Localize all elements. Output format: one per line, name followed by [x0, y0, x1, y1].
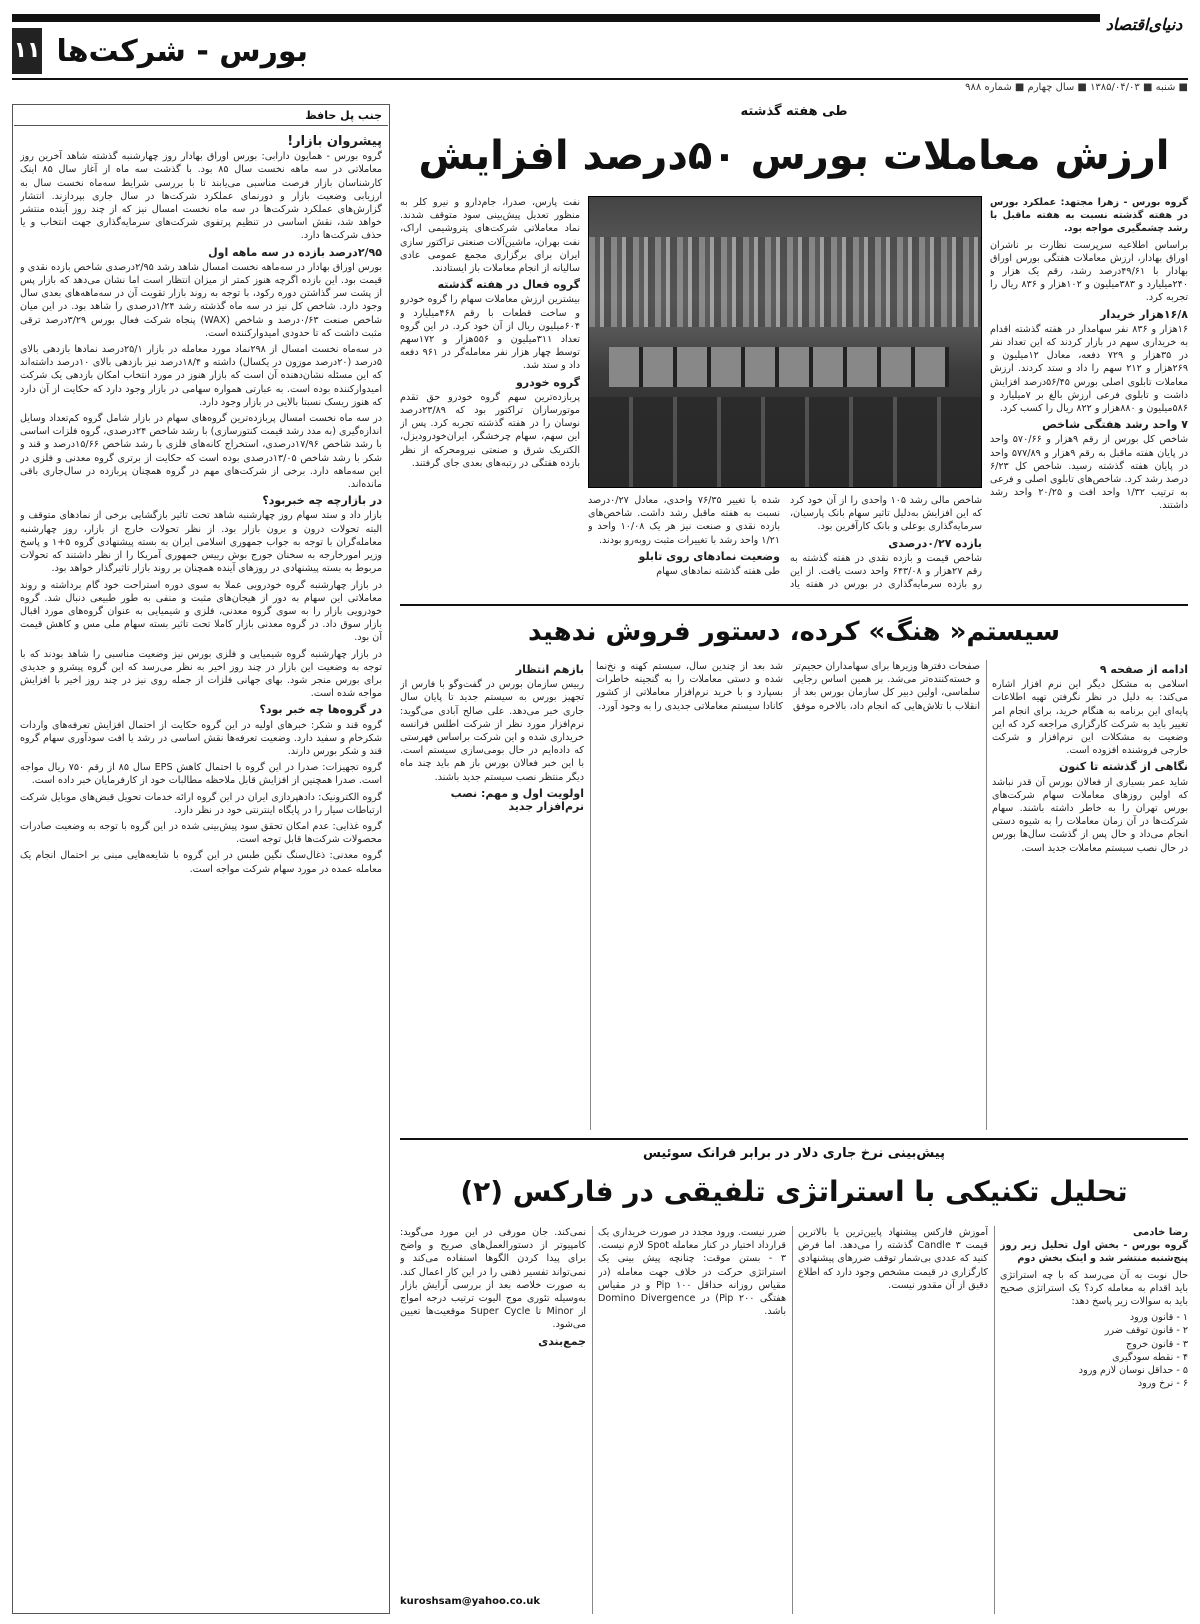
article2-subhead: بازهم انتظار	[515, 663, 584, 676]
sidebar-paragraph: در سه ماه نخست امسال پربازده‌ترین گروه‌های سهام در بازار شامل گروه کم‌تعداد وسایل اندازه‌گیری (به مدد رشد قیمت کنتورسازی) با رشد شاخص ۲۴درصدی، گروه فلزات اساسی با رشد شاخص ۱۷/۹۶درصدی، استخراج کانه‌های فلزی با رشد شاخص ۱۵/۶۶درصد و قند و شکر با رشد شاخص ۱۳/۰۵درصدی بوده است که حکایت از برتری گروه معدنی و فلزی در این سه‌ماهه دارد. برخی از شرکت‌های مهم در گروه همچنان پربازده در سال‌جاری باقی مانده‌اند.	[20, 413, 382, 491]
sidebar-header: جنب پل حافظ	[14, 106, 388, 126]
article3-byline: رضا خادمی	[1132, 1227, 1188, 1238]
newspaper-logo: دنیای‌اقتصاد	[1100, 12, 1188, 38]
article1-kicker: طی هفته گذشته	[740, 104, 848, 119]
article2-continued: ادامه از صفحه ۹	[1099, 663, 1188, 676]
sidebar-paragraph: گروه قند و شکر: خبرهای اولیه در این گروه حکایت از احتمال افزایش تعرفه‌های واردات شکرخام و سفید دارد. وضعیت تعرفه‌ها نقش اساسی در رشد یا افت سودآوری سهام گروه قند و شکر بورس دارند.	[20, 719, 382, 757]
column-rule	[994, 1226, 995, 1614]
divider-2	[400, 1138, 1188, 1140]
article3-kicker: پیش‌بینی نرخ جاری دلار در برابر فرانک سوئیس	[642, 1146, 945, 1161]
article3-col-1	[1000, 1226, 1188, 1614]
article1-paragraph: شاخص مالی رشد ۱۰۵ واحدی را از آن خود کرد که این افزایش به‌دلیل تاثیر سهام بانک پارسیان، سرمایه‌گذاری بوعلی و بانک کارآفرین بود.	[790, 495, 982, 533]
article3-paragraph: آموزش فارکس پیشنهاد پایین‌ترین یا بالاترین قیمت Candle ۳ گذشته را می‌دهد. اما فرض کنید که عددی بی‌شمار توقف ضررهای پیشنهادی کارگزاری در قیمت مشخص وجود دارد که اطلاع دقیق از آن مقدور نیست.	[798, 1227, 988, 1291]
author-email[interactable]: kuroshsam@yahoo.co.uk	[400, 1596, 541, 1607]
dateline: ■ شنبه ■ ۱۳۸۵/۰۴/۰۳ ■ سال چهارم ■ شماره ۹۸۸	[965, 82, 1188, 93]
article3-col-2	[798, 1226, 988, 1614]
article1-subhead: وضعیت نمادهای روی تابلو	[638, 549, 780, 563]
column-rule	[590, 660, 591, 1130]
article2-paragraph: رییس سازمان بورس در گفت‌وگو با فارس از تجهیز بورس به سیستم جدید تا پایان سال جاری خبر می‌دهد. علی صالح آبادی می‌گوید: نرم‌افزار مورد نظر از شرکت اطلس فرانسه خریداری شده و این شرکت براساس فهرستی که داده‌ایم در حال بومی‌سازی سیستم است. با این خبر فعالان بورس باز هم باید چند ماه دیگر منتظر نصب سیستم جدید باشند.	[400, 679, 584, 783]
sidebar-paragraph: گروه بورس - همایون دارابی: بورس اوراق بهادار روز چهارشنبه گذشته شاهد آخرین روز معاملاتی در سه ماهه نخست سال ۸۵ بود. با گذشت سه ماه از آغاز سال ۸۵ اینک کارشناسان بازار فرصت مناسبی می‌یابند تا با بررسی شرایط سه‌ماه نخست سال به ارزیابی وضعیت بازار و دورنمای عملکرد شرکت‌ها در سال جاری بپردازند. انتشار گزارش‌های عملکرد شرکت‌ها در سه ماه نخست امسال نیز که از چند روز آینده منتشر خواهد شد، نقش اساسی در تنظیم پرتفوی شرکت‌های سرمایه‌گذاری جهت انتخاب و یا حذف شرکت‌ها دارد.	[20, 151, 382, 242]
sidebar-subhead: در گروه‌ها چه خبر بود؟	[259, 703, 382, 717]
sidebar-subhead: ۲/۹۵درصد بازده در سه ماهه اول	[208, 245, 382, 259]
sidebar-paragraph: گروه غذایی: عدم امکان تحقق سود پیش‌بینی شده در این گروه با توجه به وضعیت صادرات محصولات شرکت‌ها قابل توجه است.	[20, 820, 382, 846]
article2-col-2	[596, 660, 980, 1130]
article2-headline: سیستم« هنگ» کرده، دستور فروش ندهید	[527, 617, 1061, 647]
masthead-bar	[12, 14, 1188, 22]
article1-col-right	[990, 196, 1188, 596]
article1-paragraph: شاخص قیمت و بازده نقدی در هفته گذشته به رقم ۲۷هزار و ۶۴۳/۰۸ واحد دست یافت. از این رو بازده سرمایه‌گذاری در بورس در هفته یاد شده با تغییر ۷۶/۳۵ واحدی، معادل ۰/۲۷درصد نسبت به هفته ماقبل رشد داشت. شاخص‌های بازده نقدی و صنعت نیز هر یک ۱۰/۰۸ واحد و ۱/۲۱ واحد رشد با تغییرات مثبت روبه‌رو بودند.	[588, 495, 982, 591]
header-rule	[12, 78, 1188, 80]
sidebar-column	[20, 132, 382, 1608]
article2-col-3	[400, 660, 584, 1130]
column-rule	[592, 1226, 593, 1614]
sidebar-paragraph: گروه تجهیزات: صدرا در این گروه با احتمال کاهش EPS سال ۸۵ از رقم ۷۵۰ ریال مواجه است. صدرا همچنین از افزایش قابل ملاحظه مطالبات خود از کارفرمایان خبر داده است.	[20, 762, 382, 787]
sidebar-paragraph: در بازار چهارشنبه گروه شیمیایی و فلزی بورس نیز وضعیت مناسبی را شاهد بودند که با توجه به وضعیت این بازار در چند روز اخیر به نظر می‌رسد که این گروه پیشرو و جدیدی برای بورس منجر شود. بهای جهانی فلزات از جمله روی نیز در چند روز اخیر با افزایش مواجه شده است.	[20, 648, 382, 700]
article1-paragraph: ۱۶هزار و ۸۳۶ نفر سهامدار در هفته گذشته اقدام به خریداری سهم در بازار کردند که این تعداد نفر در ۳۵هزار و ۷۲۹ دفعه، معادل ۱۲میلیون و ۲۶۹هزار و ۲۱۲ سهم را داد و ستد کردند. ارزش معاملات تابلوی اصلی بورس ۵۶/۴۵درصد افزایش داشت و تابلوی فرعی ارزش بالغ بر ۷میلیارد و ۵۸۶میلیون و ۸۸۰هزار و ۸۲۲ ریال را کسب کرد.	[990, 323, 1188, 415]
photo-screens	[609, 347, 949, 387]
trading-floor-photo	[588, 196, 982, 488]
article3-list-item: ۴ - نقطه سودگیری	[1112, 1351, 1188, 1363]
column-rule	[792, 1226, 793, 1614]
article3-lead: گروه بورس - بخش اول تحلیل زیر روز پنج‌شنبه منتشر شد و اینک بخش دوم	[1000, 1240, 1188, 1265]
article3-list-item: ۳ - قانون خروج	[1126, 1338, 1188, 1350]
sidebar-paragraph: بازار داد و ستد سهام روز چهارشنبه شاهد تحت تاثیر بازگشایی برخی از نمادهای متوقف و البته تحولات درون و برون بازار بود. از نظر تحولات خارج از بازار، روز چهارشنبه معامله‌گران با توجه به جواب جمهوری اسلامی ایران به بسته پیشنهادی گروه ۵+۱ و پاسخ وزیر امورخارجه به سخنان جورج بوش رییس جمهوری آمریکا را از نظر داشتند که تحولات مربوط به بسته پیشنهادی در روزهای آینده همچنان بر روند بازار تاثیرگذار خواهد بود.	[20, 510, 382, 575]
article1-subhead: بازده ۰/۲۷درصدی	[888, 536, 982, 550]
article1-paragraph: بیشترین ارزش معاملات سهام را گروه خودرو و ساخت قطعات با رقم ۴۶۸میلیارد و ۶۰۴میلیون ریال از آن خود کرد. در این گروه تعداد ۳۱۱میلیون و ۵۵۶هزار و ۱۷۲سهم توسط چهار هزار نفر معامله‌گر در ۹۶۱ دفعه داد و ستد شد.	[400, 294, 580, 372]
sidebar-title: پیشروان بازار!	[287, 134, 382, 149]
article3-paragraph: حال نوبت به آن می‌رسد که با چه استراتژی باید اقدام به معامله کرد؟ یک استراتژی صحیح باید به سوالات زیر پاسخ دهد:	[1000, 1269, 1188, 1308]
article1-subhead: ۷ واحد رشد هفتگی شاخص	[1042, 418, 1188, 432]
article1-lead: گروه بورس - زهرا مجتهد: عملکرد بورس در هفته گذشته نسبت به هفته ماقبل با رشد چشمگیری مواجه بود.	[990, 197, 1188, 235]
sidebar-paragraph: گروه الکترونیک: دادهپردازی ایران در این گروه ارائه خدمات تحویل قبض‌های موبایل شرکت ارتباطات سیار را در پایگاه اینترنتی خود در نظر دارد.	[20, 791, 382, 816]
article1-subhead: گروه خودرو	[515, 375, 580, 389]
article2-subhead: اولویت اول و مهم: نصب نرم‌افزار جدید	[450, 786, 584, 814]
article1-col-mid	[588, 494, 982, 598]
article2-paragraph: صفحات دفترها وزیرها برای سهامداران حجیم‌تر و خسته‌کننده‌تر می‌شد. بر همین اساس رجایی سلماسی، اولین دبیر کل سازمان بورس بعد از انقلاب با تلاش‌هایی که انجام داد، بالاخره موفق شد بعد از چندین سال، سیستم کهنه و نخ‌نما شده و دستی معاملات را به گنجینه خاطرات بسپارد و با خرید نرم‌افزار معاملاتی از کشور کانادا سیستم معاملاتی جدیدی را به وجود آورد.	[596, 661, 980, 712]
article3-paragraph: ضرر نیست. ورود مجدد در صورت خریداری یک قرارداد اختیار در کنار معامله Spot لازم نیست. ۳ - بستن موقت: چنانچه پیش بینی یک استراتژی حرکت در خلاف جهت معامله (در مقیاس روزانه حداقل ۱۰۰ Pip و در مقیاس هفتگی ۲۰۰ Pip) در Domino Divergence باشد.	[598, 1227, 786, 1318]
article1-paragraph: براساس اطلاعیه سرپرست نظارت بر ناشران اوراق بهادار، ارزش معاملات هفتگی بورس اوراق بهادار با ۴۹/۶۱درصد رشد، رقم یک هزار و ۲۴۰میلیارد و ۳۸۳میلیون و ۱۰۲هزار و ۸۳۶ ریال را تجربه کرد.	[990, 239, 1188, 304]
article3-list-item: ۶ - نرخ ورود	[1137, 1378, 1188, 1390]
article1-paragraph: نفت پارس، صدرا، جام‌دارو و نیرو کلر به منظور تعدیل پیش‌بینی سود متوقف شدند. نماد معاملاتی شرکت‌های پتروشیمی اراک، نفت بهران، ماشین‌آلات صنعتی تراکتور سازی ایران برای برگزاری مجمع عمومی عادی سالیانه از انجام معاملات باز ایستادند.	[400, 197, 580, 275]
sidebar-paragraph: بورس اوراق بهادار در سه‌ماهه نخست امسال شاهد رشد ۲/۹۵درصدی شاخص بازده نقدی و قیمت بود. این بازده اگرچه هنوز کمتر از میزان انتظار است اما نشان می‌دهد که بازار پس از پشت سر گذاشتن دوره رکود، با توجه به روند بازار تقویت آن در سه‌ماهه‌های بعدی سال وجود دارد. شاخص کل نیز در سه ماه گذشته رشد ۱/۲۴درصدی را شاهد بود. در این میان شاخص صنعت ۰/۶۳درصد و شاخص (WAX) پنجاه شرکت فعال بورس ۳/۲۹درصد ترقی مثبت داشت که تا حدودی امیدوارکننده است.	[20, 261, 382, 339]
article3-col-3	[598, 1226, 786, 1614]
photo-desks	[589, 397, 981, 488]
divider-1	[400, 604, 1188, 606]
article2-col-1	[992, 660, 1188, 1130]
article3-list-item: ۱ - قانون ورود	[1129, 1312, 1188, 1324]
article2-subhead: نگاهی از گذشته تا کنون	[1059, 760, 1188, 774]
sidebar-paragraph: گروه معدنی: ذغال‌سنگ نگین طبس در این گروه با شایعه‌هایی مبنی بر احتمال انجام یک معامله عمده در مورد سهام شرکت مواجه است.	[20, 850, 382, 875]
photo-crowd	[589, 237, 981, 327]
article1-paragraph: شاخص کل بورس از رقم ۹هزار و ۵۷۰/۶۶ واحد در پایان هفته ماقبل به رقم ۹هزار و ۵۷۷/۸۹ واحد در پایان هفته گذشته رسید. شاخص کل ۶/۲۳ درصد رشد کرد. شاخص‌های تابلوی اصلی و فرعی به ترتیب ۱/۳۲ واحد افت و ۲۰/۲۵ واحد رشد داشتند.	[990, 434, 1188, 512]
article1-subhead: گروه فعال در هفته گذشته	[437, 278, 580, 292]
article3-col-4	[400, 1226, 586, 1586]
article3-subhead: جمع‌بندی	[538, 1334, 586, 1348]
sidebar-paragraph: در سه‌ماه نخست امسال از ۲۹۸نماد مورد معامله در بازار ۲۵/۱درصد نمادها بازدهی بالای ۵درصد (۲۰درصد موزون در یکسال) داشته و ۱۸/۴درصد نیز بازدهی بالای ۱۰درصد داشته‌اند که این مسئله نشان‌دهنده آن است که بازار هنوز در مورد انتخاب امکان بازدهی یک شرکت امیدوارکننده بوده است. به عبارتی همواره سهامی در بازار وجود دارد که حکایت از آن دارد که هنوز ریسک نسبتا بالایی در بازار وجود دارد.	[20, 344, 382, 408]
article3-paragraph: نمی‌کند. جان مورفی در این مورد می‌گوید: کامپیوتر از دستورالعمل‌های صریح و واضح برای پیدا کردن الگوها استفاده می‌کند و نمی‌تواند تفسیر ذهنی را در این کار اعمال کند. به صورت خلاصه بعد از بررسی آرایش بازار به‌وسیله تئوری موج الیوت ترتیب درجه امواج از Minor تا Super Cycle موقعیت‌ها تعیین می‌شود.	[400, 1227, 586, 1331]
article1-subhead: ۱۶/۸هزار خریدار	[1100, 307, 1188, 321]
article3-list-item: ۵ - حداقل نوسان لازم ورود	[1078, 1365, 1188, 1377]
sidebar-paragraph: در بازار چهارشنبه گروه خودرویی عملا به سوی دوره استراحت خود گام برداشته و روند معاملاتی این سهام به دور از هیجان‌های مثبت و منفی به طور طبیعی دنبال شد. گروه خودرویی بازار را به سوی گروه معدنی، فلزی و شیمیایی به عنوان گروه‌های مورد اقبال بازار سوق داد. در گروه معدنی بازار کاملا تحت تاثیر بسته سهام ملی مس و کاهش قیمت آن بود.	[20, 579, 382, 644]
page-number: ۱۱	[12, 28, 42, 74]
article1-headline: ارزش معاملات بورس ۵۰درصد افزایش	[418, 133, 1170, 179]
article1-paragraph: پربازده‌ترین سهم گروه خودرو حق تقدم موتورسازان تراکتور بود که ۲۳/۸۹درصد نوسان را در هفته گذشته تجربه کرد. پس از این سهم، سهام چرخشگر، ایران‌خودرودیزل، الکتریک شرق و صنعتی نیرومحرکه از نظر بازده هفتگی در رتبه‌های بعدی جای گرفتند.	[400, 391, 580, 469]
article2-paragraph: شاید عمر بسیاری از فعالان بورس آن قدر نباشد که اولین روزهای معاملات سهام شرکت‌های بورس تهران را به خاطر داشته باشند. سهام شرکت‌ها در آن زمان معاملات را به شیوه دستی انجام می‌داد و حال پس از گذشت سال‌ها بورس در حال نصب سیستم معاملات جدید است.	[992, 776, 1188, 854]
article1-col-left	[400, 196, 580, 598]
column-rule	[986, 660, 987, 1130]
article3-headline: تحلیل تکنیکی با استراتژی تلفیقی در فارکس (۲)	[460, 1175, 1128, 1208]
article3-list-item: ۲ - قانون توقف ضرر	[1104, 1325, 1188, 1337]
sidebar-subhead: در بازارچه چه خبربود؟	[262, 494, 382, 508]
article1-paragraph: طی هفته گذشته نمادهای سهام	[656, 566, 780, 578]
section-title: بورس - شرکت‌ها	[56, 34, 308, 69]
article2-paragraph: اسلامی به مشکل دیگر این نرم افزار اشاره می‌کند: به دلیل در نظر نگرفتن تهیه اطلاعات پایه‌ای این برنامه به هنگام خرید، برای انجام امر تغییر باید به شرکت کارگزاری مراجعه کرد که این وضعیت به مشکلات این نرم‌افزار و شرکت خارجی فروشنده افزوده است.	[992, 679, 1188, 757]
